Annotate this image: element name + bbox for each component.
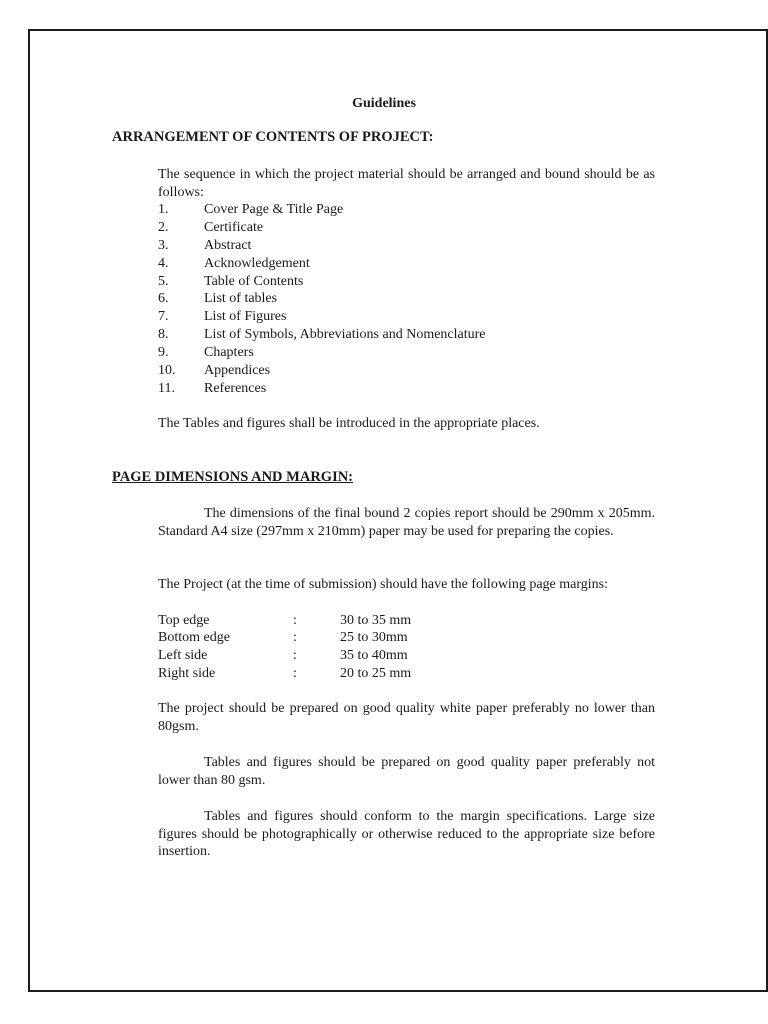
margin-value: 35 to 40mm xyxy=(340,648,408,663)
section-heading-page-dimensions: PAGE DIMENSIONS AND MARGIN: xyxy=(112,469,354,485)
list-item-number: 1. xyxy=(158,202,169,217)
dimensions-paragraph: The dimensions of the final bound 2 copies report should be 290mm x 205mm. Standard A4 size (297mm x 210mm) paper may be used for preparing the copies. xyxy=(158,506,655,539)
list-item-number: 10. xyxy=(158,363,176,378)
margin-separator: : xyxy=(293,648,297,663)
list-item-text: List of tables xyxy=(204,291,278,306)
list-item-number: 2. xyxy=(158,220,169,235)
margin-separator: : xyxy=(293,666,297,681)
list-item-text: Chapters xyxy=(204,345,254,360)
list-item-number: 5. xyxy=(158,274,169,289)
list-item-text: Abstract xyxy=(204,238,252,253)
list-item-number: 4. xyxy=(158,256,169,271)
tables-figures-paper-paragraph: Tables and figures should be prepared on good quality paper preferably not lower than 80 gsm. xyxy=(158,755,655,788)
arrangement-intro: The sequence in which the project material should be arranged and bound should be as follows: xyxy=(158,167,655,200)
list-item-number: 7. xyxy=(158,309,169,324)
list-item-text: Appendices xyxy=(204,363,271,378)
margin-label: Left side xyxy=(158,648,208,663)
list-item-text: Certificate xyxy=(204,220,264,235)
margins-intro: The Project (at the time of submission) should have the following page margins: xyxy=(158,577,608,592)
list-item-number: 8. xyxy=(158,327,169,342)
list-item-number: 6. xyxy=(158,291,169,306)
list-item-number: 3. xyxy=(158,238,169,253)
list-item-text: Cover Page & Title Page xyxy=(204,202,344,217)
paper-quality-paragraph: The project should be prepared on good quality white paper preferably no lower than 80gsm. xyxy=(158,701,655,734)
section-heading-arrangement: ARRANGEMENT OF CONTENTS OF PROJECT: xyxy=(112,129,434,145)
margin-value: 30 to 35 mm xyxy=(340,613,412,628)
page-title: Guidelines xyxy=(352,96,416,111)
margin-label: Bottom edge xyxy=(158,630,230,645)
margin-separator: : xyxy=(293,613,297,628)
list-item-text: Table of Contents xyxy=(204,274,304,289)
margin-label: Right side xyxy=(158,666,216,681)
list-item-text: References xyxy=(204,381,267,396)
list-item-text: List of Symbols, Abbreviations and Nomenclature xyxy=(204,327,486,342)
margin-value: 20 to 25 mm xyxy=(340,666,412,681)
list-item-number: 11. xyxy=(158,381,175,396)
margin-separator: : xyxy=(293,630,297,645)
margin-specification-paragraph: Tables and figures should conform to the margin specifications. Large size figures should be photographically or otherwise reduced to the appropriate size before insertion. xyxy=(158,809,655,860)
list-item-number: 9. xyxy=(158,345,169,360)
margin-label: Top edge xyxy=(158,613,210,628)
list-item-text: List of Figures xyxy=(204,309,287,324)
list-item-text: Acknowledgement xyxy=(204,256,310,271)
margin-value: 25 to 30mm xyxy=(340,630,408,645)
tables-figures-note: The Tables and figures shall be introduced in the appropriate places. xyxy=(158,416,540,431)
